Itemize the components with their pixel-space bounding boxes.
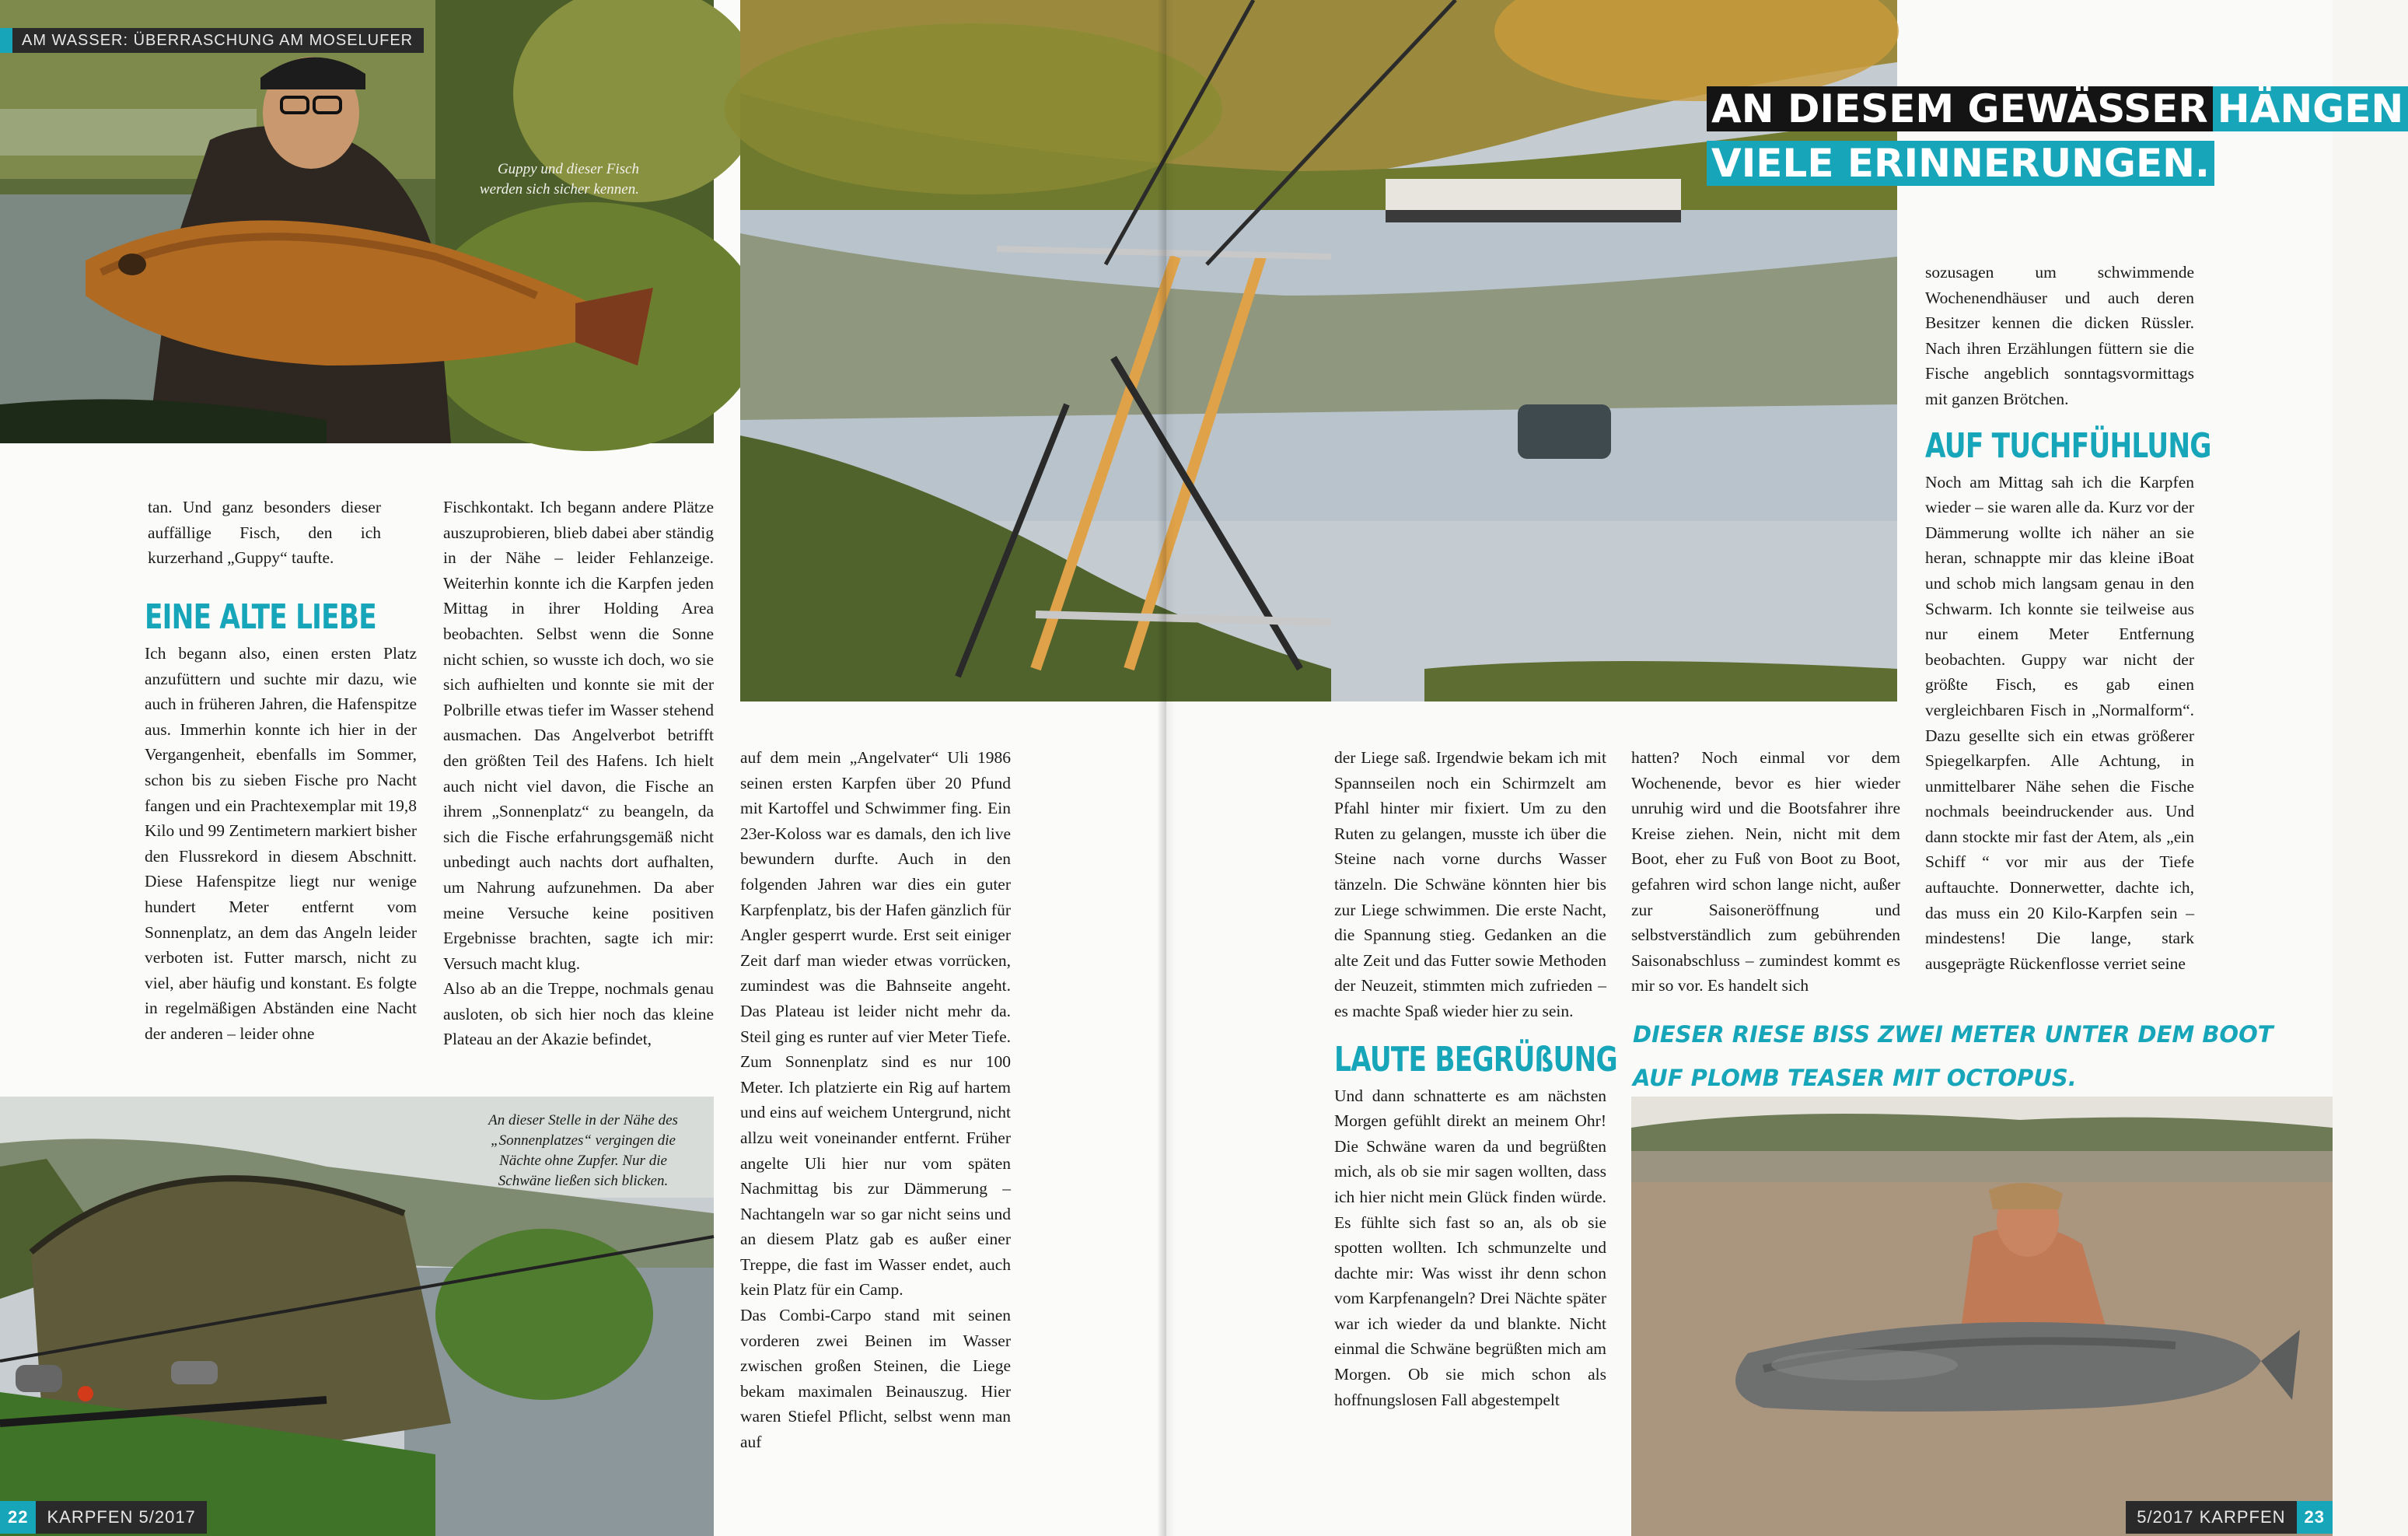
headline-line-2 [1707, 136, 2408, 191]
caption-top-photo: Guppy und dieser Fisch werden sich sicher kennen. [479, 161, 639, 198]
heading-eine-alte-liebe: EINE ALTE LIEBE [145, 597, 376, 637]
headline-part-b: HÄNGEN [2213, 86, 2408, 131]
magazine-label-left: KARPFEN 5/2017 [36, 1501, 206, 1534]
col3-p2: Das Combi-Carpo stand mit seinen vorderen zwei Beinen im Wasser zwischen großen Steinen, die Liege bekam maximalen Beinauszug. Hier waren Stiefel Pflicht, selbst wenn man auf [740, 1306, 1011, 1452]
section-tag-accent [0, 28, 12, 53]
col3-p1: auf dem mein „Angelvater“ Uli 1986 seinen ersten Karpfen über 20 Pfund mit Kartoffel und Schwimmer fing. Ein 23er-Koloss war es damals, den ich live bewundern durfte. Auch in den folgenden Jahren war dies ein guter Karpfenplatz, bis der Hafen gänzlich für Angler gesperrt wurde. Erst seit einiger Zeit darf man wieder etwas vorrücken, zumindest was die Bahnseite angeht. Das Plateau ist leider nicht mehr da. Steil ging es runter auf vier Meter Tiefe. Zum Sonnenplatz sind es nur 100 Meter. Ich platzierte ein Rig auf hartem und eins auf weichem Untergrund, nicht allzu weit voneinander entfernt. Früher angelte Uli hier nur vom späten Nachmittag bis zur Dämmerung – Nachtangeln war so gar nicht seins und an diesem Platz gab es außer einer Treppe, die fast im Wasser endet, auch kein Platz für ein Camp. [740, 748, 1011, 1300]
column-3 [740, 745, 1011, 1455]
col2-p1: Fischkontakt. Ich begann andere Plätze auszuprobieren, blieb dabei aber ständig in der Nähe – leider Fehlanzeige. Weiterhin konnte ich die Karpfen jeden Mittag in ihrer Holding Area beobachten. Selbst wenn die Sonne nicht schien, so wusste ich doch, wo sie sich aufhielten und konnte sie mit der Polbrille etwas tiefer im Wasser stehend ausmachen. Das Angelverbot betrifft den größten Teil des Hafens. Ich hielt auch nicht viel davon, die Fische an ihrem „Sonnenplatz“ zu beangeln, da sich die Fische erfahrungsgemäß nicht unbedingt auch nachts dort aufhalten, um Nahrung aufzunehmen. Da aber meine Versuche keine positiven Ergebnisse brachten, sagte ich mir: Versuch macht klug. [443, 498, 714, 973]
headline-line-1 [1707, 82, 2408, 136]
column-6 [1925, 260, 2211, 976]
heading-auf-tuchfuehlung: AUF TUCHFÜHLUNG [1925, 425, 2211, 466]
pull-quote: DIESER RIESE BISS ZWEI METER UNTER DEM BOOT AUF PLOMB TEASER MIT OCTOPUS. [1633, 1021, 2273, 1091]
col4-p1: der Liege saß. Irgendwie bekam ich mit Spannseilen noch ein Schirmzelt am Pfahl hinter mir fixiert. Um zu den Ruten zu gelangen, musste ich über die Steine nach vorne durchs Wasser tänzeln. Die Schwäne könnten hier bis zur Liege schwimmen. Die erste Nacht, die Spannung stieg. Gedanken an die alte Zeit und das Futter sowie Methoden der Neuzeit, stimmten mich zufrieden – es machte Spaß wieder hier zu sein. [1334, 748, 1606, 1020]
col1-intro: tan. Und ganz besonders dieser auffällige Fisch, den ich kurzerhand „Guppy“ taufte. [148, 498, 381, 568]
headline [1707, 82, 2408, 191]
col5-p1: hatten? Noch einmal vor dem Wochenende, bevor es hier wieder unruhig wird und die Bootsfahrer ihre Kreise ziehen. Nein, nicht mit dem Boot, eher zu Fuß von Boot zu Boot, gefahren wird schon lange nicht, außer zur Saisoneröffnung und selbstverständlich zum gebührenden Saisonabschluss – zumindest kommt es mir so vor. Es handelt sich [1631, 748, 1900, 995]
catfish-angler-photo [1631, 1097, 2333, 1536]
magazine-label-right: 5/2017 KARPFEN [2126, 1501, 2296, 1534]
section-tag-text: AM WASSER: ÜBERRASCHUNG AM MOSELUFER [22, 31, 414, 49]
column-2 [443, 495, 714, 1052]
column-4 [1334, 745, 1617, 1412]
column-1 [145, 599, 417, 1047]
col6-p1: sozusagen um schwimmende Wochenendhäuser und auch deren Besitzer kennen die dicken Rüssler. Nach ihren Erzählungen füttern sie die Fische angeblich sonntagsvormittags mit ganzen Brötchen. [1925, 263, 2194, 408]
headline-part-c: VIELE ERINNERUNGEN. [1707, 141, 2214, 186]
headline-part-a: AN DIESEM GEWÄSSER [1707, 86, 2213, 131]
col2-p2: Also ab an die Treppe, nochmals genau ausloten, ob sich hier noch das kleine Plateau an der Akazie befindet, [443, 979, 714, 1049]
column-5 [1631, 745, 1900, 999]
caption-tent-photo: An dieser Stelle in der Nähe des „Sonnenplatzes“ vergingen die Nächte ohne Zupfer. Nur die Schwäne ließen sich blicken. [488, 1112, 678, 1189]
angler-carp-photo [0, 0, 714, 443]
col4-p2: Und dann schnatterte es am nächsten Morgen gefühlt direkt an meinem Ohr! Die Schwäne waren da und begrüßten mich, als ob sie mir sagen wollten, dass ich hier nicht mein Glück finden würde. Es fühlte sich fast so an, als ob sie spotten wollten. Ich schmunzelte und dachte mir: Was wisst ihr denn schon vom Karpfenangeln? Drei Nächte später war ich wieder da und blankte. Nicht einmal die Schwäne begrüßten mich am Morgen. Ob sie mich schon als hoffnungslosen Fall abgestempelt [1334, 1086, 1606, 1409]
spine-gutter [1157, 0, 1176, 1536]
page-number-right: 23 [2297, 1501, 2333, 1534]
col1-body: Ich begann also, einen ersten Platz anzufüttern und suchte mir dazu, wie auch in früheren Jahren, die Hafenspitze aus. Immerhin konnte ich hier in der Vergangenheit, ebenfalls im Sommer, schon bis zu sieben Fische pro Nacht fangen und ein Prachtexemplar mit 19,8 Kilo und 99 Zentimetern markiert bisher den Flussrekord in diesem Abschnitt. Diese Hafenspitze liegt nur wenige hundert Meter entfernt vom Sonnenplatz, an dem das Angeln leider verboten ist. Futter marsch, nicht zu viel, aber häufig und konstant. Es folgte in regelmäßigen Abständen eine Nacht der anderen – leider ohne [145, 644, 417, 1043]
column-1-intro [148, 495, 381, 571]
col6-p2: Noch am Mittag sah ich die Karpfen wieder – sie waren alle da. Kurz vor der Dämmerung wollte ich näher an sie heran, schnappte mir das kleine iBoat und schob mich langsam genau in den Schwarm. Ich konnte sie teilweise aus nur einem Meter Entfernung beobachten. Guppy war nicht der größte Fisch, es gab einen vergleichbaren Fisch in „Normalform“. Dazu gesellte sich ein etwas größerer Spiegelkarpfen. Alle Achtung, in unmittelbarer Nähe sehen die Fische nochmals beeindruckender aus. Und dann stockte mir fast der Atem, als „ein Schiff “ vor mir aus der Tiefe auftauchte. Donnerwetter, dachte ich, das muss ein 20 Kilo-Karpfen sein – mindestens! Die lange, stark ausgeprägte Rückenflosse verriet seine [1925, 472, 2194, 973]
folio-right [2126, 1501, 2333, 1534]
folio-left [0, 1501, 207, 1534]
section-tag [0, 28, 424, 53]
heading-laute-begruessung: LAUTE BEGRÜßUNG [1334, 1039, 1617, 1079]
page-number-left: 22 [0, 1501, 36, 1534]
